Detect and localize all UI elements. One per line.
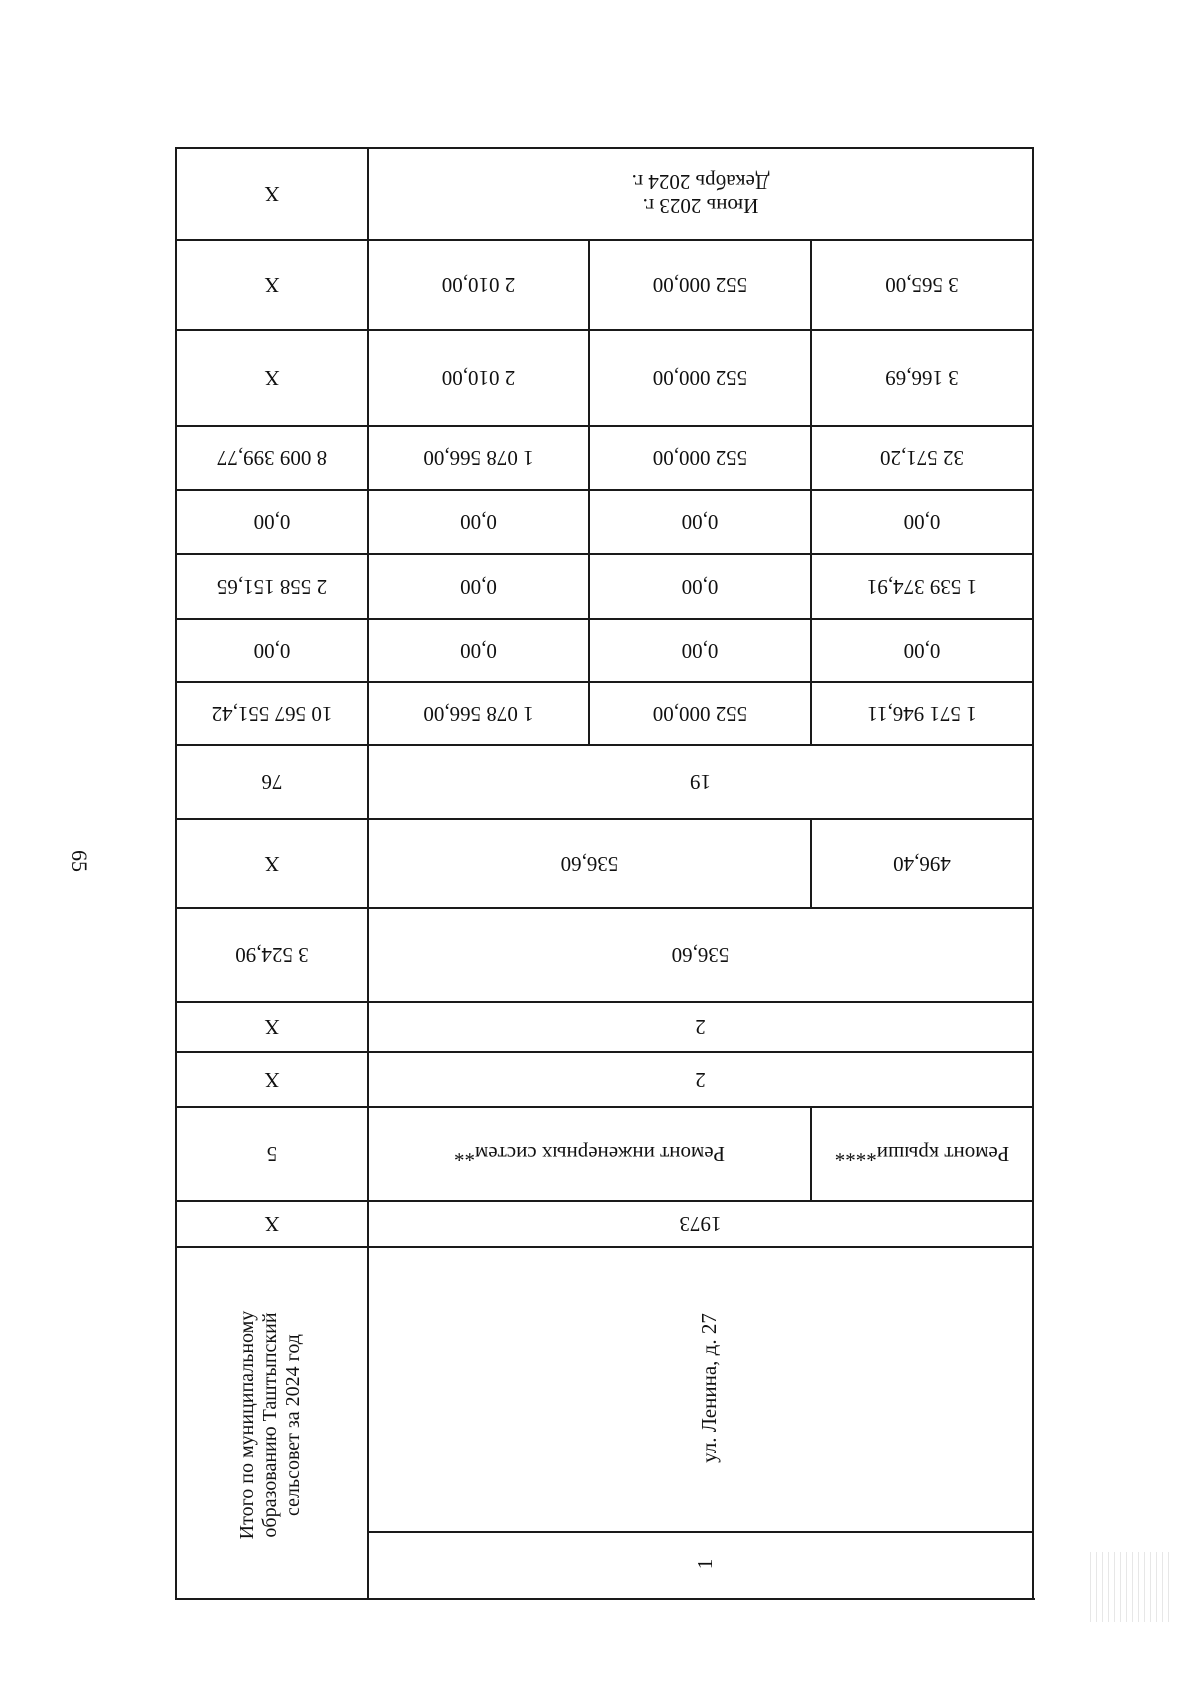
limit-cost-1-total: Х [264, 366, 280, 391]
cost-total-c: 1 571 946,11 [867, 701, 977, 726]
year-cell: 1973 [679, 1212, 722, 1237]
floors-total: Х [264, 1067, 280, 1092]
cost-owners-a: 0,00 [460, 510, 497, 535]
cost-fund-c: 0,00 [903, 638, 941, 663]
schedule-cell [369, 149, 1032, 239]
total-row-label: Итого по муниципальному образованию Таштыпский сельсовет за 2024 год [235, 1310, 304, 1540]
total-area-total: 3 524,90 [235, 943, 309, 968]
year-total: Х [264, 1212, 280, 1237]
area-roof: 496,40 [893, 851, 951, 876]
scan-artifact [1090, 1552, 1170, 1622]
cost-fund-a: 0,00 [460, 638, 497, 663]
cost-budget-a: 0,00 [460, 574, 497, 599]
schedule-end: Декабрь 2024 г. [631, 170, 770, 194]
work-type-roof: Ремонт крыши**** [834, 1142, 1010, 1167]
cost-total-a: 1 078 566,00 [423, 701, 534, 726]
work-type-total: 5 [266, 1142, 278, 1167]
row-line-index [369, 1531, 1034, 1533]
floors-cell: 2 [695, 1067, 706, 1092]
area-detail-total: Х [264, 851, 280, 876]
cost-fund-total: 0,00 [253, 638, 291, 663]
entrances-cell: 2 [695, 1015, 706, 1040]
cost-budget-c: 1 539 374,91 [866, 574, 978, 599]
area-engineering: 536,60 [560, 851, 619, 876]
limit-cost-2-c: 3 565,00 [885, 273, 959, 298]
cost-owners-c: 0,00 [903, 510, 941, 535]
cost-per-m2-a: 1 078 566,00 [423, 446, 534, 471]
entrances-total: Х [264, 1015, 280, 1040]
row-index: 1 [693, 1558, 717, 1570]
cost-per-m2-b: 552 000,00 [652, 446, 748, 471]
schedule-start: Июнь 2023 г. [642, 194, 759, 219]
limit-cost-2-b: 552 000,00 [652, 273, 748, 298]
table-border-bottom [177, 1598, 1035, 1600]
cost-owners-b: 0,00 [681, 510, 719, 535]
schedule-total-cell: Х [264, 182, 280, 207]
cost-total-total: 10 567 551,42 [211, 701, 333, 726]
limit-cost-1-b: 552 000,00 [652, 366, 748, 391]
work-type-engineering: Ремонт инженерных систем** [453, 1142, 726, 1167]
row-line-15 [175, 1246, 1034, 1248]
limit-cost-2-a: 2 010,00 [441, 273, 516, 298]
total-area-cell: 536,60 [671, 943, 730, 968]
page-number: 65 [67, 850, 92, 872]
cost-per-m2-c: 32 571,20 [880, 446, 964, 471]
cost-owners-total: 0,00 [253, 510, 291, 535]
address-cell: ул. Ленина, д. 27 [697, 1313, 721, 1463]
cost-fund-b: 0,00 [681, 638, 719, 663]
limit-cost-1-a: 2 010,00 [441, 366, 516, 391]
table-border-right [1032, 147, 1034, 1600]
residents-total: 76 [261, 770, 283, 795]
residents-cell: 19 [690, 770, 711, 795]
cost-total-b: 552 000,00 [652, 701, 748, 726]
cost-budget-b: 0,00 [681, 574, 719, 599]
cost-per-m2-total: 8 009 399,77 [216, 446, 328, 471]
cost-budget-total: 2 558 151,65 [216, 574, 328, 599]
limit-cost-2-total: Х [264, 273, 280, 298]
limit-cost-1-c: 3 166,69 [885, 366, 959, 391]
